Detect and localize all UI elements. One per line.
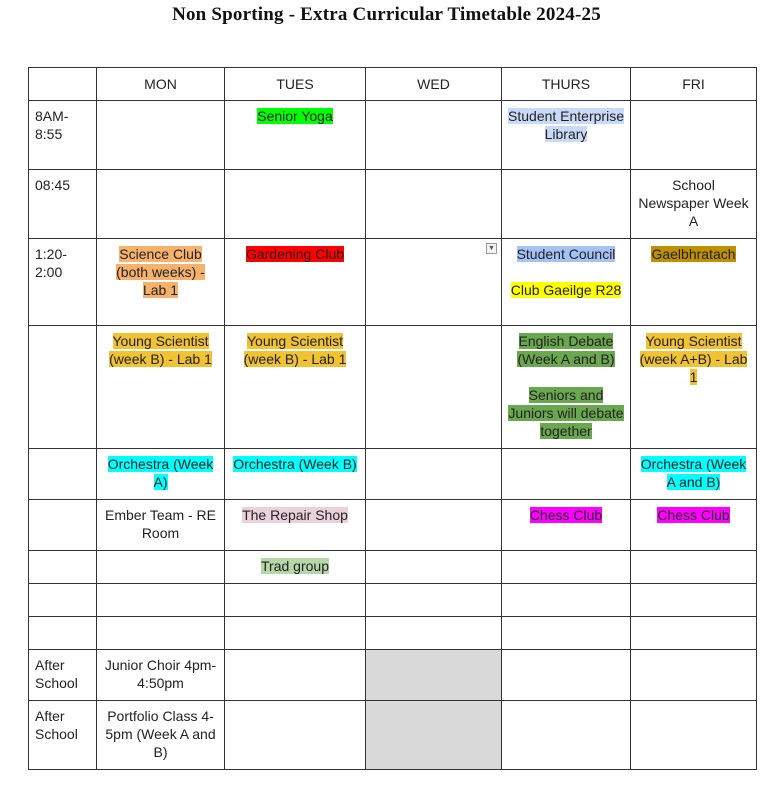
activity-ember-team: Ember Team - RE Room [105,507,216,541]
cell-thurs[interactable] [502,449,631,500]
activity-chess-club: Chess Club [529,507,603,523]
time-cell [29,584,97,617]
cell-fri[interactable] [631,239,757,326]
page-title: Non Sporting - Extra Curricular Timetable 2024-25 [172,4,601,25]
dropdown-arrow-icon[interactable]: ▼ [486,243,497,254]
timetable [28,67,757,770]
activity-gaelbhratach: Gaelbhratach [651,246,736,262]
cell-mon[interactable] [97,326,225,449]
time-cell: After School [29,650,97,701]
cell-mon[interactable] [97,239,225,326]
corner-cell [29,68,97,101]
cell-thurs[interactable] [502,326,631,449]
table-row [29,326,757,449]
cell-wed[interactable] [366,326,502,449]
table-row [29,584,757,617]
cell-wed[interactable] [366,101,502,170]
time-cell [29,500,97,551]
cell-fri[interactable] [631,584,757,617]
cell-tues[interactable] [225,551,366,584]
cell-fri[interactable] [631,701,757,770]
activity-student-council: Student Council [516,246,616,262]
cell-tues[interactable] [225,617,366,650]
activity-gardening-club: Gardening Club [245,246,345,262]
cell-tues[interactable] [225,239,366,326]
cell-thurs[interactable] [502,101,631,170]
cell-wed[interactable] [366,449,502,500]
day-header-wed: WED [366,68,502,101]
cell-thurs[interactable] [502,701,631,770]
cell-wed[interactable] [366,584,502,617]
table-row [29,701,757,770]
time-cell [29,617,97,650]
activity-senior-yoga: Senior Yoga [257,108,333,124]
cell-tues[interactable] [225,500,366,551]
table-row [29,239,757,326]
cell-wed[interactable] [366,650,502,701]
activity-portfolio-class: Portfolio Class 4-5pm (Week A and B) [105,708,216,760]
cell-mon[interactable] [97,551,225,584]
cell-tues[interactable] [225,326,366,449]
cell-thurs[interactable] [502,617,631,650]
cell-tues[interactable] [225,101,366,170]
activity-orchestra: Orchestra (Week A) [107,456,214,490]
time-cell [29,449,97,500]
cell-thurs[interactable] [502,650,631,701]
cell-wed[interactable] [366,701,502,770]
cell-mon[interactable] [97,617,225,650]
table-row [29,551,757,584]
cell-tues[interactable] [225,170,366,239]
cell-wed[interactable] [366,170,502,239]
day-header-fri: FRI [631,68,757,101]
activity-club-gaeilge: Club Gaeilge R28 [510,282,622,298]
time-cell: 8AM-8:55 [29,101,97,170]
cell-mon[interactable] [97,500,225,551]
cell-thurs[interactable] [502,584,631,617]
cell-thurs[interactable] [502,170,631,239]
table-row [29,449,757,500]
time-cell: 1:20-2:00 [29,239,97,326]
cell-fri[interactable] [631,650,757,701]
activity-young-scientist: Young Scientist (week B) - Lab 1 [109,333,212,367]
cell-wed[interactable] [366,239,502,326]
activity-debate-note: Seniors and Juniors will debate together [508,387,624,439]
cell-mon[interactable] [97,701,225,770]
table-row [29,617,757,650]
cell-thurs[interactable] [502,239,631,326]
cell-tues[interactable] [225,449,366,500]
header-row [29,68,757,101]
day-header-mon: MON [97,68,225,101]
cell-fri[interactable] [631,449,757,500]
cell-fri[interactable] [631,326,757,449]
cell-mon[interactable] [97,650,225,701]
cell-wed[interactable] [366,617,502,650]
cell-thurs[interactable] [502,500,631,551]
activity-orchestra: Orchestra (Week A and B) [640,456,747,490]
time-cell [29,551,97,584]
table-row [29,170,757,239]
activity-trad-group: Trad group [261,558,329,574]
time-cell: 08:45 [29,170,97,239]
cell-fri[interactable] [631,500,757,551]
activity-chess-club: Chess Club [657,507,730,523]
day-header-tues: TUES [225,68,366,101]
cell-wed[interactable] [366,500,502,551]
table-row [29,650,757,701]
time-cell: After School [29,701,97,770]
cell-fri[interactable] [631,551,757,584]
cell-thurs[interactable] [502,551,631,584]
table-row [29,500,757,551]
cell-fri[interactable] [631,617,757,650]
cell-mon[interactable] [97,170,225,239]
cell-tues[interactable] [225,650,366,701]
activity-orchestra: Orchestra (Week B) [233,456,357,472]
table-row [29,101,757,170]
activity-young-scientist: Young Scientist (week B) - Lab 1 [243,333,347,367]
activity-young-scientist: Young Scientist (week A+B) - Lab 1 [639,333,748,385]
activity-school-newspaper: School Newspaper Week A [638,177,749,229]
time-cell [29,326,97,449]
activity-science-club: Science Club (both weeks) - Lab 1 [116,246,205,298]
activity-repair-shop: The Repair Shop [242,507,348,523]
cell-tues[interactable] [225,701,366,770]
day-header-thurs: THURS [502,68,631,101]
cell-fri[interactable] [631,101,757,170]
cell-wed[interactable] [366,551,502,584]
activity-english-debate: English Debate (Week A and B) [517,333,615,367]
activity-student-enterprise: Student Enterprise Library [508,108,624,142]
cell-mon[interactable] [97,584,225,617]
cell-mon[interactable] [97,449,225,500]
cell-tues[interactable] [225,584,366,617]
cell-fri[interactable] [631,170,757,239]
cell-mon[interactable] [97,101,225,170]
activity-junior-choir: Junior Choir 4pm-4:50pm [104,657,217,691]
